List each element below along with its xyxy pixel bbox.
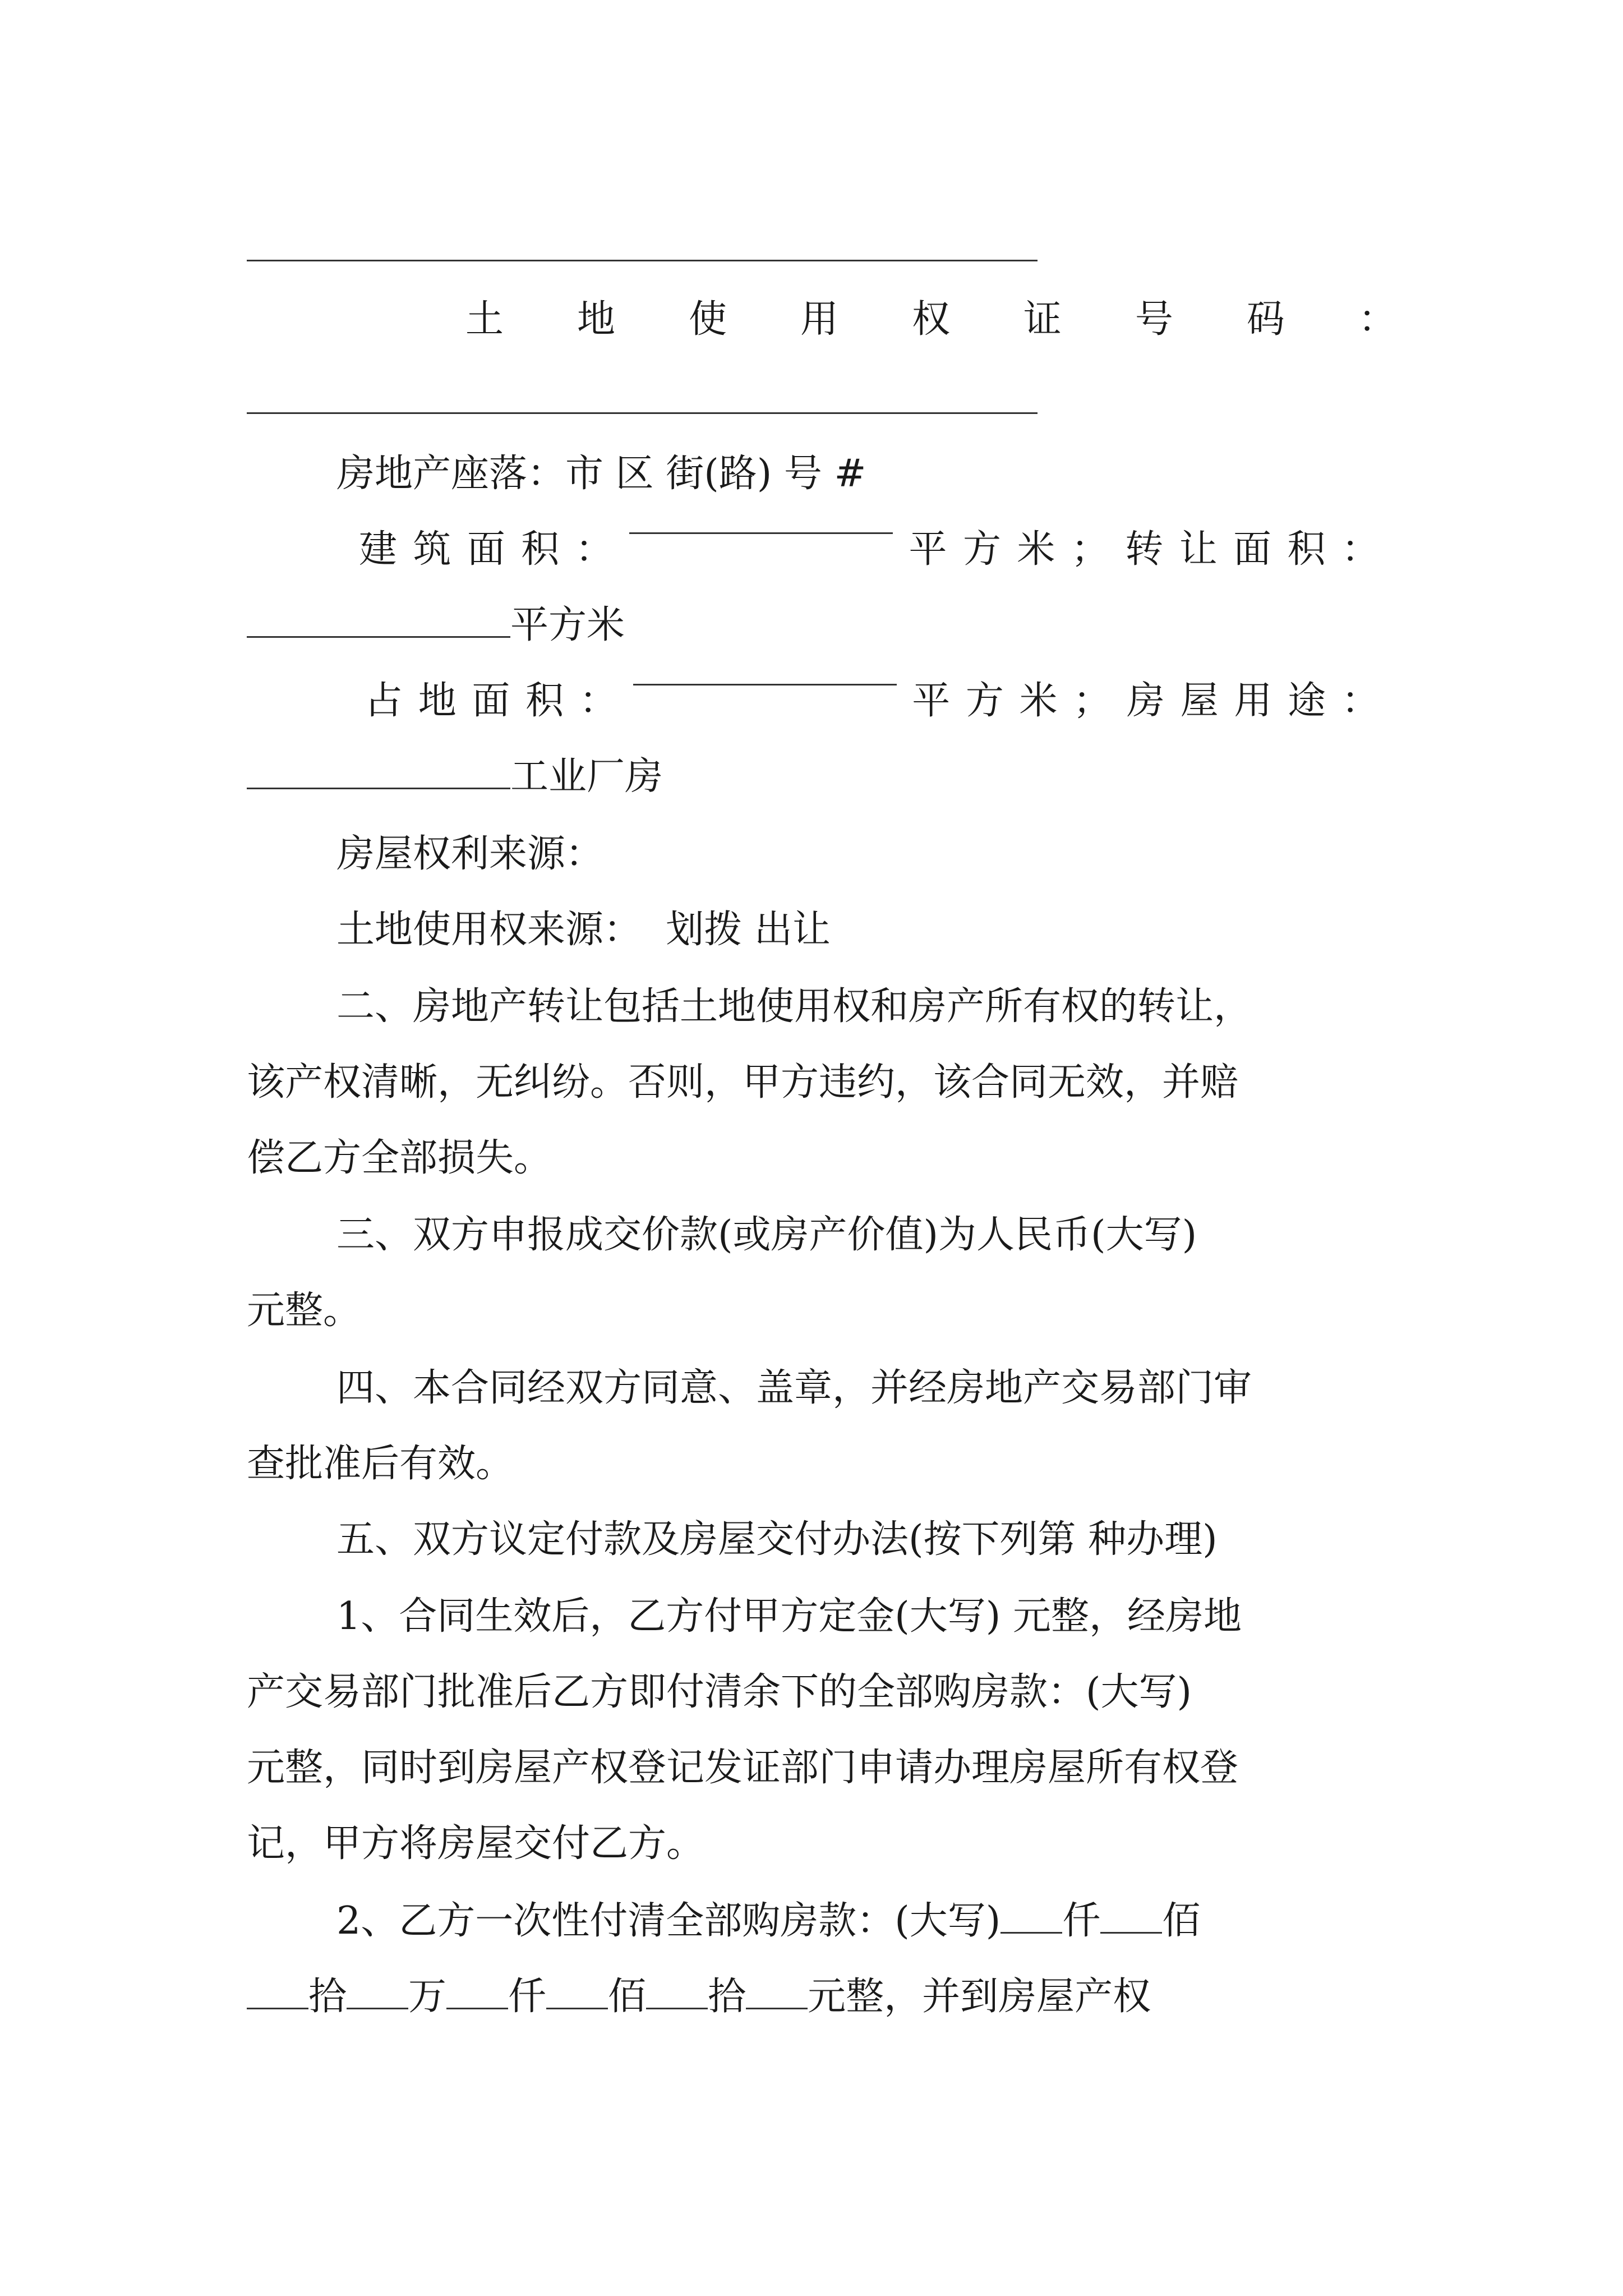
amount-blank [646, 2000, 708, 2009]
unit-label: 平方米 [510, 603, 625, 647]
label-char: ： [579, 679, 617, 723]
item-2-line-2 [247, 1972, 1391, 2022]
item-2-line-1 [336, 1896, 1391, 1947]
item-1-line-4: 记，甲方将房屋交付乙方。 [247, 1821, 705, 1866]
label-char: 屋 [1180, 679, 1219, 723]
clause-3-line-2: 元整。 [247, 1289, 362, 1333]
amount-blank [1000, 1924, 1062, 1934]
label-char: 用 [1234, 679, 1272, 723]
label-char: 方 [965, 679, 1004, 723]
building-area-line [359, 524, 1380, 575]
clause-2-line-2: 该产权清晰，无纠纷。否则，甲方违约，该合同无效，并赔 [247, 1060, 1239, 1105]
item-1-line-1: 1、合同生效后，乙方付甲方定金(大写) 元整，经房地 [336, 1594, 1242, 1639]
house-usage-line [247, 752, 1391, 802]
title-char: 号 [1135, 297, 1173, 342]
land-rights-source: 土地使用权来源： 划拨 出让 [336, 908, 831, 952]
land-area-blank [633, 676, 897, 685]
clause-5-heading: 五、双方议定付款及房屋交付办法(按下列第 种办理) [336, 1517, 1218, 1562]
title-char: 地 [577, 297, 615, 342]
land-use-certificate-title [465, 295, 1396, 345]
amount-blank [347, 2000, 408, 2009]
title-char: 使 [688, 297, 727, 342]
title-char: 证 [1023, 297, 1062, 342]
house-usage-blank [247, 780, 510, 789]
unit-char: 佰 [608, 1975, 647, 2019]
unit-char: 拾 [708, 1975, 746, 2019]
label-char: 地 [418, 679, 457, 723]
label-char: 平 [909, 527, 947, 572]
label-char: 转 [1125, 527, 1164, 572]
label-char: 房 [1127, 679, 1165, 723]
amount-blank [546, 2000, 608, 2009]
house-rights-source: 房屋权利来源： [336, 832, 604, 876]
blank-line-certificate-number [247, 412, 1038, 414]
title-char: 权 [911, 297, 950, 342]
label-char: 米 [1019, 679, 1058, 723]
label-char: ； [1071, 527, 1109, 572]
label-char: ； [1073, 679, 1112, 723]
label-char: 方 [962, 527, 1001, 572]
transfer-area-line [247, 600, 1391, 651]
label-char: 面 [1233, 527, 1272, 572]
label-char: 积 [521, 527, 560, 572]
unit-char: 拾 [308, 1975, 347, 2019]
title-char: 码 [1246, 297, 1285, 342]
item-1-line-3: 元整，同时到房屋产权登记发证部门申请办理房屋所有权登 [247, 1746, 1239, 1790]
clause-2-line-3: 偿乙方全部损失。 [247, 1136, 552, 1180]
unit-char: 万 [408, 1975, 447, 2019]
label-char: 占 [365, 679, 403, 723]
unit-char: 仟 [508, 1975, 547, 2019]
building-area-blank [629, 524, 893, 534]
label-char: 米 [1017, 527, 1055, 572]
label-char: 面 [467, 527, 505, 572]
label-char: 建 [359, 527, 398, 572]
property-location: 房地产座落：市 区 街(路) 号 # [336, 452, 866, 496]
amount-blank [247, 2000, 308, 2009]
land-area-line [365, 676, 1380, 726]
clause-2-line-1: 二、房地产转让包括土地使用权和房产所有权的转让， [336, 984, 1252, 1029]
item-2-text: 元整，并到房屋产权 [808, 1975, 1151, 2019]
label-char: 平 [912, 679, 951, 723]
label-char: 筑 [413, 527, 451, 572]
title-char: 土 [465, 297, 504, 342]
title-char: ： [1358, 297, 1396, 342]
usage-value: 工业厂房 [510, 754, 663, 799]
label-char: 途 [1288, 679, 1326, 723]
label-char: ： [1341, 527, 1380, 572]
amount-blank [446, 2000, 508, 2009]
label-char: 积 [1287, 527, 1326, 572]
clause-4-line-1: 四、本合同经双方同意、盖章，并经房地产交易部门审 [336, 1366, 1252, 1410]
label-char: 面 [472, 679, 510, 723]
blank-line-top [247, 260, 1038, 261]
clause-4-line-2: 查批准后有效。 [247, 1442, 514, 1486]
title-char: 用 [800, 297, 838, 342]
item-2-text: 2、乙方一次性付清全部购房款：(大写) [336, 1899, 1001, 1943]
label-char: 积 [525, 679, 564, 723]
clause-3-line-1: 三、双方申报成交价款(或房产价值)为人民币(大写) [336, 1213, 1197, 1257]
unit-char: 佰 [1162, 1899, 1201, 1943]
label-char: ： [575, 527, 614, 572]
label-char: ： [1341, 679, 1380, 723]
transfer-area-blank [247, 628, 510, 638]
amount-blank [1100, 1924, 1162, 1934]
amount-blank [746, 2000, 808, 2009]
label-char: 让 [1179, 527, 1218, 572]
item-1-line-2: 产交易部门批准后乙方即付清余下的全部购房款：(大写) [247, 1670, 1192, 1714]
unit-char: 仟 [1062, 1899, 1101, 1943]
